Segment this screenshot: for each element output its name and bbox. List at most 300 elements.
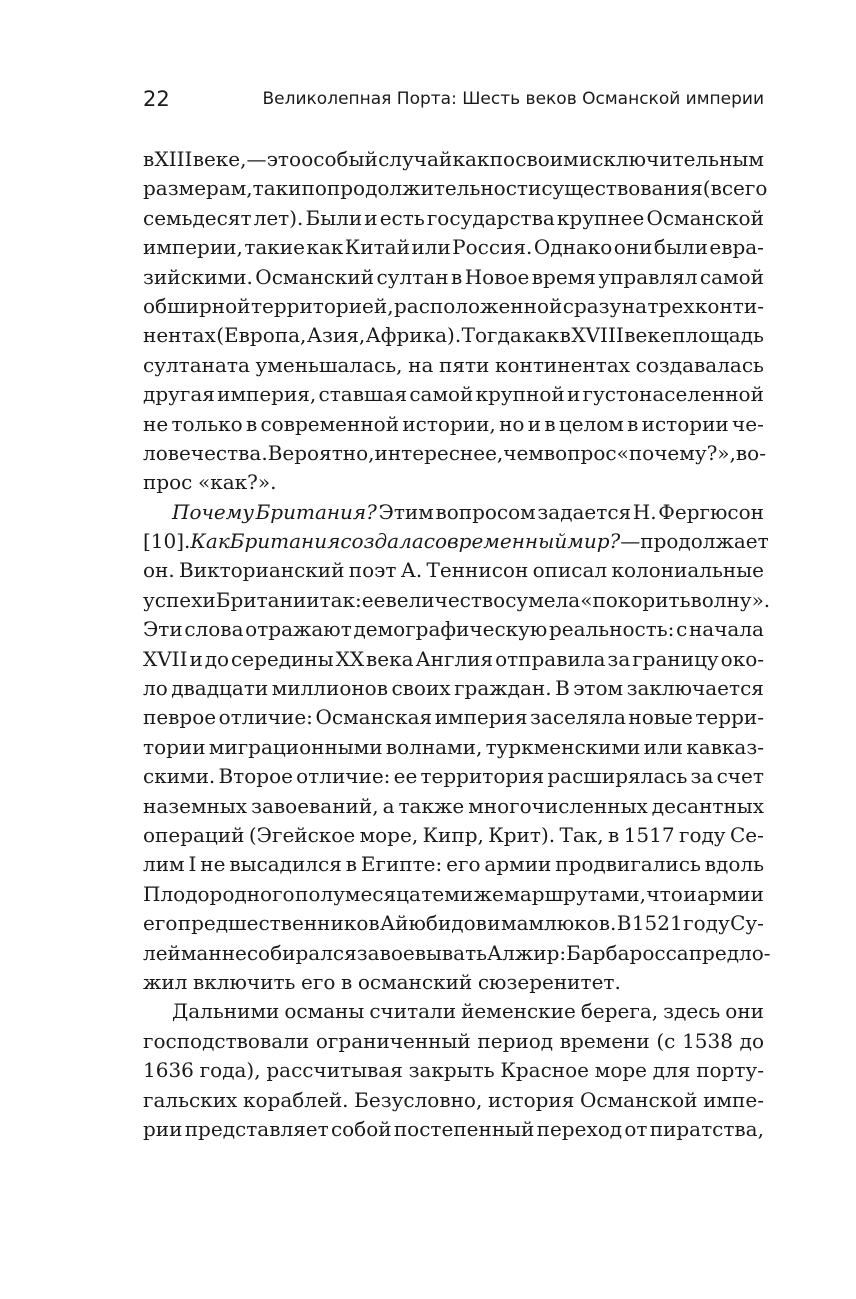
word: I <box>188 852 197 877</box>
word: отражают <box>245 617 352 642</box>
word: в <box>245 411 258 436</box>
word: море <box>594 1058 648 1083</box>
word: его <box>301 969 336 994</box>
word: исключительным <box>578 147 764 171</box>
word: или <box>643 734 683 759</box>
word: и <box>189 646 203 671</box>
running-header <box>143 84 764 114</box>
text-line <box>143 321 764 350</box>
page-number: 22 <box>143 87 170 111</box>
text-line <box>143 468 764 497</box>
word: создала <box>340 529 424 554</box>
word: Второе <box>218 764 293 789</box>
word: Как <box>190 529 230 554</box>
word: границу <box>632 646 719 671</box>
word: и <box>487 911 501 936</box>
word: отличие: <box>296 764 391 789</box>
word: году <box>678 822 726 847</box>
word: 1521 <box>631 911 683 936</box>
text-line <box>143 674 764 703</box>
word: османы <box>284 999 365 1024</box>
word: ловечества. <box>143 440 268 465</box>
word: года), <box>199 1058 261 1083</box>
word: берега, <box>580 999 659 1024</box>
word: его <box>446 852 481 877</box>
word: многочисленных <box>468 793 648 818</box>
word: Красное <box>500 1058 589 1083</box>
word: так: <box>319 587 362 612</box>
word: империя <box>434 705 528 730</box>
text-line <box>143 498 764 527</box>
word: континентах <box>495 352 631 377</box>
word: (с <box>656 1028 676 1053</box>
word: 1636 <box>143 1058 194 1083</box>
word: новые <box>628 705 693 730</box>
word: и <box>527 411 542 436</box>
word: слова <box>184 617 244 642</box>
word: импе- <box>703 1087 764 1112</box>
word: для <box>652 1058 691 1083</box>
word: порту- <box>696 1058 764 1083</box>
word: граждан. <box>454 676 552 701</box>
word: Фергюсон <box>658 499 764 524</box>
word: и <box>364 205 378 230</box>
word: султан <box>376 264 449 289</box>
word: вдоль <box>704 852 764 877</box>
word: современный <box>423 529 568 554</box>
word: не <box>200 852 226 877</box>
word: этом <box>573 676 624 701</box>
word: другая <box>143 382 215 407</box>
word: чем <box>503 440 544 465</box>
word: за <box>607 646 631 671</box>
word: колониальные <box>611 558 764 583</box>
word: (всего <box>702 176 768 201</box>
word: на <box>621 293 648 318</box>
word: крупной <box>475 382 565 407</box>
word: время <box>531 264 596 289</box>
word: Османской <box>580 1087 698 1112</box>
word: маршрутами, <box>504 881 646 906</box>
word: Плодородного <box>143 881 295 906</box>
word: начала <box>688 617 764 642</box>
word: территорией, <box>250 293 394 318</box>
word: Су- <box>730 911 764 936</box>
text-line <box>143 351 764 380</box>
text-line <box>143 939 771 968</box>
word: ставшая <box>318 382 408 407</box>
word: А. <box>400 558 423 583</box>
word: веке <box>624 323 672 348</box>
word: века <box>366 646 414 671</box>
word: по <box>489 147 516 171</box>
word: целом <box>558 411 624 436</box>
word: собирался <box>246 940 357 965</box>
word: Британии <box>215 587 320 612</box>
text-line <box>143 556 764 585</box>
word: Эти <box>143 617 183 642</box>
word: Африка). <box>365 323 462 348</box>
word: «покорить <box>580 587 691 612</box>
word: своим <box>515 147 579 171</box>
text-line <box>143 1056 764 1085</box>
word: управлял <box>598 264 698 289</box>
word: волнами, <box>385 734 483 759</box>
word: туркменскими <box>485 734 641 759</box>
word: как <box>306 235 344 260</box>
word: В <box>555 676 570 701</box>
word: так <box>252 176 289 201</box>
text-line <box>143 909 764 938</box>
word: вопрос <box>543 440 617 465</box>
word: 1517 <box>623 822 675 847</box>
word: Османской <box>646 205 764 230</box>
text-line <box>143 997 764 1026</box>
word: господствовали <box>143 1028 310 1053</box>
word: густонаселенной <box>582 382 764 407</box>
word: но <box>499 411 525 436</box>
word: представляет <box>184 1116 329 1141</box>
text-line <box>143 292 764 321</box>
word: в <box>340 969 353 994</box>
word: Англия <box>415 646 494 671</box>
text-line <box>143 439 764 468</box>
text-line <box>143 615 764 644</box>
word: счет <box>716 764 764 789</box>
text-line <box>143 145 764 174</box>
word: семьдесят <box>143 205 252 230</box>
word: око- <box>720 646 764 671</box>
word: Айюбидов <box>380 911 487 936</box>
word: продвигались <box>555 852 701 877</box>
word: отличие: <box>218 705 313 730</box>
text-line <box>143 204 764 233</box>
word: сразу <box>562 293 622 318</box>
word: середины <box>231 646 334 671</box>
word: Се- <box>729 822 764 847</box>
word: конти- <box>694 293 764 318</box>
word: пиратства, <box>649 1116 764 1141</box>
word: самой <box>409 382 474 407</box>
word: году <box>683 911 730 936</box>
text-line <box>143 174 768 203</box>
word: десантных <box>651 793 764 818</box>
word: история <box>487 1087 575 1112</box>
word: Теннисон <box>426 558 529 583</box>
word: лейман <box>143 940 222 965</box>
word: времени <box>559 1028 650 1053</box>
word: пяти <box>439 352 490 377</box>
word: до <box>739 1028 764 1053</box>
word: продолжает <box>640 529 769 554</box>
word: волну». <box>690 587 771 612</box>
word: и <box>288 176 302 201</box>
word: предшественников <box>177 911 380 936</box>
word: считали <box>369 999 457 1024</box>
word: Почему <box>172 499 254 524</box>
word: рассчитывая <box>266 1058 403 1083</box>
word: а <box>382 793 395 818</box>
word: до <box>204 646 230 671</box>
word: обширной <box>143 293 251 318</box>
word: отправила <box>495 646 606 671</box>
word: предло- <box>688 940 771 965</box>
word: Кипр, <box>422 822 484 847</box>
word: Безусловно, <box>354 1087 483 1112</box>
text-line <box>143 792 764 821</box>
word: XVII <box>143 646 188 671</box>
word: или <box>411 235 451 260</box>
text-line <box>143 733 764 762</box>
text-line <box>143 850 764 879</box>
word: в <box>345 852 357 877</box>
word: мамлюков. <box>501 911 617 936</box>
word: сюзеренитет. <box>477 969 621 994</box>
word: и <box>566 382 581 407</box>
word: в <box>544 411 556 436</box>
word: вопросом <box>435 499 536 524</box>
word: османский <box>357 969 473 994</box>
word: завоеваний, <box>251 793 379 818</box>
word: мир? <box>567 529 621 554</box>
word: наземных <box>143 793 248 818</box>
word: реальность: <box>549 617 675 642</box>
word: прос <box>143 470 193 495</box>
word: площадь <box>672 323 764 348</box>
word: были <box>653 235 708 260</box>
text-line <box>143 380 764 409</box>
word: ее <box>361 587 386 612</box>
word: постепенный <box>393 1116 535 1141</box>
word: гальских <box>143 1087 238 1112</box>
word: они <box>613 235 653 260</box>
text-line <box>143 762 764 791</box>
word: 1538 <box>682 1028 733 1053</box>
word: — <box>620 529 641 554</box>
word: в <box>627 411 639 436</box>
word: демографическую <box>353 617 548 642</box>
word: такие <box>244 235 305 260</box>
word: описал <box>532 558 608 583</box>
word: ее <box>393 764 418 789</box>
text-line <box>143 645 764 674</box>
text-line <box>143 263 764 292</box>
word: не <box>221 940 247 965</box>
word: Крит). <box>488 822 556 847</box>
word: Вероятно, <box>267 440 375 465</box>
word: не <box>143 411 169 436</box>
word: он. <box>143 558 175 583</box>
word: расположенной <box>394 293 563 318</box>
word: собой <box>330 1116 392 1141</box>
word: истории <box>641 411 729 436</box>
word: йеменские <box>461 999 576 1024</box>
word: также <box>398 793 465 818</box>
word: задается <box>537 499 632 524</box>
word: в <box>450 264 463 289</box>
word: лет). <box>253 205 304 230</box>
word: XX <box>335 646 365 671</box>
text-line <box>143 880 764 909</box>
word: трех <box>647 293 695 318</box>
word: ло <box>143 676 168 701</box>
word: уменьшалась, <box>255 352 403 377</box>
word: жил <box>143 969 188 994</box>
word: терри- <box>695 705 764 730</box>
word: полумесяца <box>295 881 421 906</box>
word: создавалась <box>635 352 764 377</box>
word: завоевывать <box>356 940 488 965</box>
word: кавказ- <box>686 734 764 759</box>
word: Россия. <box>452 235 533 260</box>
word: успехи <box>143 587 216 612</box>
word: зийскими. <box>143 264 253 289</box>
word: расширялась <box>547 764 688 789</box>
word: Азия, <box>306 323 366 348</box>
word: это <box>266 147 302 171</box>
word: Однако <box>533 235 613 260</box>
word: они <box>725 999 764 1024</box>
word: Этим <box>378 499 434 524</box>
word: Османская <box>315 705 433 730</box>
word: в <box>143 147 155 171</box>
text-line <box>143 968 764 997</box>
word: за <box>690 764 714 789</box>
word: есть <box>379 205 425 230</box>
word: XVIII <box>571 323 624 348</box>
word: операций <box>143 822 245 847</box>
word: Алжир: <box>487 940 567 965</box>
word: территория <box>420 764 545 789</box>
word: армии <box>697 881 764 906</box>
word: «почему?», <box>616 440 736 465</box>
word: империя, <box>217 382 317 407</box>
word: размерам, <box>143 176 253 201</box>
word: своих <box>391 676 451 701</box>
word: XIII <box>154 147 193 171</box>
word: особый <box>301 147 378 171</box>
word: только <box>171 411 243 436</box>
word: кораблей. <box>242 1087 349 1112</box>
running-title: Великолепная Порта: Шесть веков Османской империи <box>262 89 764 109</box>
word: сумела <box>505 587 581 612</box>
word: самой <box>699 264 764 289</box>
word: Британия? <box>255 499 377 524</box>
text-line <box>143 233 764 262</box>
word: в <box>559 323 571 348</box>
text-line <box>143 1086 764 1115</box>
word: истории, <box>402 411 496 436</box>
word: государства <box>426 205 555 230</box>
word: Тогда <box>461 323 522 348</box>
word: (Европа, <box>216 323 307 348</box>
word: теми <box>421 881 474 906</box>
text-line <box>143 821 764 850</box>
body-text <box>143 145 771 1144</box>
word: Барбаросса <box>566 940 689 965</box>
text-line <box>143 1115 764 1144</box>
word: море, <box>359 822 419 847</box>
word: двадцати <box>171 676 269 701</box>
word: что <box>646 881 683 906</box>
word: как <box>452 147 490 171</box>
word: существования <box>541 176 703 201</box>
word: величество <box>385 587 506 612</box>
word: закрыть <box>408 1058 495 1083</box>
word: Н. <box>632 499 657 524</box>
word: и <box>683 881 697 906</box>
word: современной <box>260 411 400 436</box>
word: включить <box>193 969 296 994</box>
word: по <box>301 176 327 201</box>
word: здесь <box>663 999 721 1024</box>
text-line <box>143 703 764 732</box>
word: его <box>143 911 178 936</box>
word: рии <box>143 1116 183 1141</box>
word: во- <box>735 440 766 465</box>
word: султаната <box>143 352 250 377</box>
word: Так, <box>559 822 604 847</box>
word: высадился <box>229 852 342 877</box>
word: нентах <box>143 323 216 348</box>
word: заключается <box>626 676 764 701</box>
word: переход <box>536 1116 623 1141</box>
word: Османский <box>255 264 375 289</box>
word: армии <box>484 852 552 877</box>
word: ограниченный <box>315 1028 471 1053</box>
word: «как?». <box>197 470 277 495</box>
word: Британия <box>229 529 341 554</box>
word: поэт <box>348 558 397 583</box>
word: как <box>522 323 560 348</box>
word: период <box>477 1028 554 1053</box>
word: (Эгейское <box>248 822 356 847</box>
text-line <box>143 1027 764 1056</box>
word: в <box>608 822 620 847</box>
word: же <box>473 881 504 906</box>
word: скими. <box>143 764 216 789</box>
word: продолжительности <box>326 176 542 201</box>
word: лим <box>143 852 185 877</box>
text-line <box>143 410 764 439</box>
word: интереснее, <box>374 440 504 465</box>
word: с <box>676 617 688 642</box>
word: веке,— <box>192 147 267 171</box>
word: Китай <box>344 235 410 260</box>
word: Викторианский <box>179 558 345 583</box>
word: заселяла <box>530 705 626 730</box>
text-line <box>143 586 771 615</box>
word: миллионов <box>271 676 388 701</box>
word: миграционными <box>208 734 383 759</box>
word: В <box>616 911 632 936</box>
word: случай <box>378 147 453 171</box>
word: тории <box>143 734 206 759</box>
word: от <box>624 1116 648 1141</box>
word: Египте: <box>360 852 443 877</box>
word: Новое <box>464 264 530 289</box>
word: певрое <box>143 705 217 730</box>
word: на <box>408 352 434 377</box>
word: крупнее <box>556 205 645 230</box>
word: [10]. <box>143 529 191 554</box>
word: империи, <box>143 235 243 260</box>
word: Были <box>305 205 363 230</box>
text-line <box>143 527 769 556</box>
word: Дальними <box>172 999 280 1024</box>
word: евра- <box>709 235 764 260</box>
word: че- <box>732 411 764 436</box>
